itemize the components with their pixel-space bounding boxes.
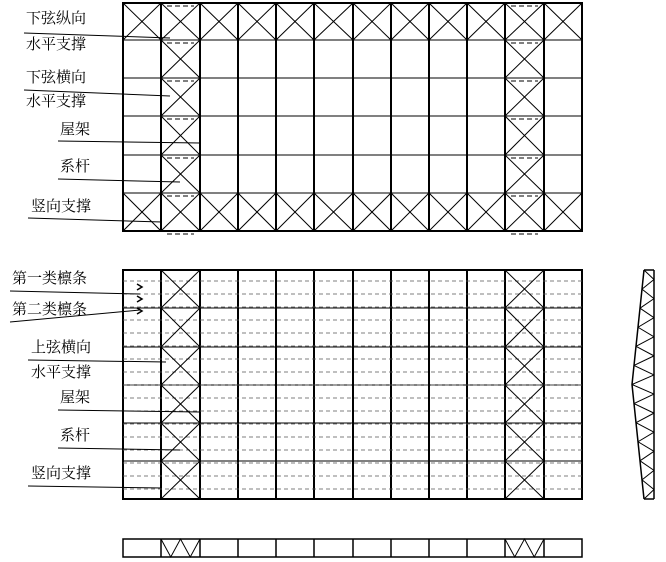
truss-web	[644, 270, 654, 280]
truss-web	[640, 299, 654, 309]
truss-web	[636, 413, 654, 423]
leader-line	[58, 410, 200, 412]
label-vertical-bracing-2: 竖向支撑	[31, 464, 92, 482]
label-bottom-chord-longitudinal-line2: 水平支撑	[26, 35, 87, 53]
purlin-tick	[137, 296, 142, 302]
label-tie-rod: 系杆	[60, 157, 91, 175]
truss-web	[632, 375, 654, 385]
truss-web	[640, 308, 654, 318]
truss-web	[638, 318, 654, 328]
truss-web	[634, 404, 654, 414]
label-roof-truss-2: 屋架	[60, 388, 91, 406]
label-bottom-chord-transverse-line2: 水平支撑	[26, 92, 87, 110]
truss-web	[638, 432, 654, 442]
label-purlin-type-1: 第一类檩条	[12, 269, 88, 287]
label-tie-rod-2: 系杆	[60, 426, 91, 444]
label-top-chord-transverse-line1: 上弦横向	[31, 338, 92, 356]
truss-web	[644, 489, 654, 499]
truss-web	[632, 385, 654, 395]
truss-web	[642, 280, 654, 290]
label-roof-truss: 屋架	[60, 120, 91, 138]
lower-labels	[12, 269, 91, 482]
truss-web	[640, 451, 654, 461]
truss-web	[640, 461, 654, 471]
upper-plan	[123, 3, 582, 234]
leader-line	[28, 360, 166, 362]
leader-line	[28, 486, 162, 488]
truss-top-chord	[632, 270, 644, 499]
vertical-bracing-section	[123, 539, 582, 557]
label-top-chord-transverse-line2: 水平支撑	[31, 363, 92, 381]
truss-web	[642, 470, 654, 480]
truss-web	[636, 346, 654, 356]
truss-web	[638, 327, 654, 337]
truss-web	[634, 394, 654, 404]
upper-labels	[26, 9, 91, 215]
lower-plan	[123, 270, 582, 499]
vertical-bracing-zigzag	[505, 539, 544, 557]
truss-elevation	[632, 270, 654, 499]
truss-web	[642, 480, 654, 490]
truss-web	[634, 365, 654, 375]
label-purlin-type-2: 第二类檩条	[12, 300, 88, 318]
truss-web	[642, 289, 654, 299]
leader-line	[28, 218, 162, 222]
label-bottom-chord-longitudinal-line1: 下弦纵向	[26, 9, 87, 27]
leader-line	[10, 291, 140, 294]
vertical-bracing-zigzag	[161, 539, 200, 557]
leader-line	[58, 141, 200, 143]
truss-web	[634, 356, 654, 366]
label-bottom-chord-transverse-line1: 下弦横向	[26, 68, 87, 86]
truss-web	[636, 337, 654, 347]
purlin-tick	[137, 308, 142, 314]
label-vertical-bracing: 竖向支撑	[31, 197, 92, 215]
purlin-tick	[137, 284, 142, 290]
truss-web	[638, 442, 654, 452]
truss-web	[636, 423, 654, 433]
